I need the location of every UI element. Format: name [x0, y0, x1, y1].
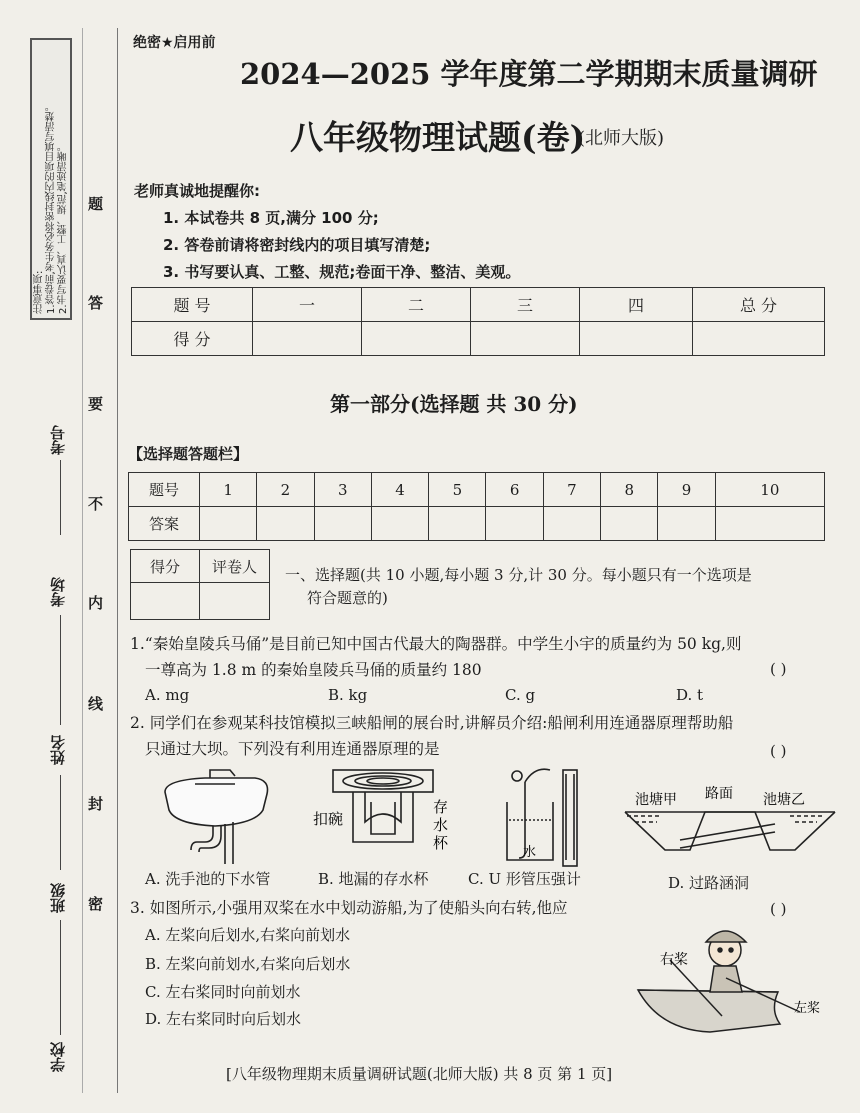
binding-line-outer — [82, 28, 83, 1093]
label-pond-b: 池塘乙 — [763, 792, 805, 808]
grader-value-row — [131, 583, 270, 620]
label-cup: 存 — [433, 798, 449, 816]
manometer-figure — [507, 769, 577, 866]
score-value-row — [132, 322, 825, 356]
secret-mark: 绝密★启用前 — [133, 35, 216, 51]
grader-cell[interactable] — [131, 583, 200, 620]
seal-char: 线 — [88, 695, 104, 713]
answer-number: 9 — [658, 473, 715, 507]
reminder-rule: 2. 答卷前请将密封线内的项目填写清楚; — [163, 236, 431, 254]
score-cell[interactable] — [693, 322, 825, 356]
seal-char: 题 — [88, 195, 104, 213]
field-line[interactable] — [60, 775, 61, 870]
answer-table — [128, 472, 825, 541]
answer-cell[interactable] — [601, 507, 658, 541]
page-footer: [八年级物理期末质量调研试题(北师大版) 共 8 页 第 1 页] — [226, 1065, 613, 1083]
reminder-rule: 3. 书写要认真、工整、规范;卷面干净、整洁、美观。 — [163, 263, 521, 281]
answer-blank[interactable]: ( ) — [770, 660, 787, 678]
grader-table — [130, 549, 270, 620]
score-cell[interactable] — [253, 322, 362, 356]
label-road: 路面 — [705, 786, 733, 802]
grader-header-row — [131, 550, 270, 583]
score-header: 二 — [362, 288, 471, 322]
score-header: 四 — [580, 288, 693, 322]
answer-number: 1 — [200, 473, 257, 507]
answer-number: 2 — [257, 473, 314, 507]
q2-option-d[interactable]: D. 过路涵洞 — [668, 874, 750, 892]
field-exam-room: 考场 — [49, 577, 67, 607]
answer-row-label: 答案 — [129, 507, 200, 541]
drain-figure — [333, 770, 433, 842]
reminder-rule: 1. 本试卷共 8 页,满分 100 分; — [163, 209, 379, 227]
notice-title: 注意事项: — [34, 270, 45, 314]
q3-option-d[interactable]: D. 左右桨同时向后划水 — [145, 1010, 302, 1028]
q1-option-a[interactable]: A. mg — [145, 686, 190, 704]
answer-blank[interactable]: ( ) — [770, 900, 787, 918]
field-class: 班级 — [49, 883, 67, 913]
label-left-oar: 左桨 — [794, 1001, 821, 1016]
q1-option-c[interactable]: C. g — [505, 686, 536, 704]
score-header: 题 号 — [132, 288, 253, 322]
label-water: 水 — [523, 845, 537, 860]
answer-number: 10 — [715, 473, 824, 507]
q3-boat-figure — [630, 920, 830, 1040]
answer-row-label: 题号 — [129, 473, 200, 507]
q2-option-a[interactable]: A. 洗手池的下水管 — [145, 870, 271, 888]
seal-char: 封 — [88, 795, 104, 813]
answer-bar-label: 【选择题答题栏】 — [128, 445, 249, 463]
score-header-row — [132, 288, 825, 322]
answer-cell[interactable] — [371, 507, 428, 541]
score-row-label: 得 分 — [132, 322, 253, 356]
q2-figures — [145, 762, 845, 870]
seal-char: 内 — [88, 594, 104, 612]
binding-line — [117, 28, 118, 1093]
score-header: 三 — [471, 288, 580, 322]
notice-line-2: 2.书写要认真、工整、规范,笔迹清晰。 — [58, 141, 69, 314]
field-line[interactable] — [60, 460, 61, 535]
exam-subtitle: 八年级物理试题(卷) — [290, 118, 586, 157]
answer-blank[interactable]: ( ) — [770, 742, 787, 760]
section-instruction — [285, 564, 825, 610]
score-cell[interactable] — [362, 322, 471, 356]
instruction-line: 符合题意的) — [307, 589, 388, 607]
q2-line-2: 只通过大坝。下列没有利用连通器原理的是 — [145, 740, 440, 758]
answer-number: 7 — [543, 473, 600, 507]
answer-number: 6 — [486, 473, 543, 507]
answer-number: 8 — [601, 473, 658, 507]
answer-number: 5 — [429, 473, 486, 507]
q1-option-b[interactable]: B. kg — [328, 686, 368, 704]
edition-label: (北师大版) — [578, 128, 665, 149]
grader-header: 评卷人 — [200, 550, 270, 583]
notice-box — [30, 38, 72, 320]
seal-char: 要 — [88, 395, 104, 413]
instruction-line: 一、选择题(共 10 小题,每小题 3 分,计 30 分。每小题只有一个选项是 — [285, 566, 752, 584]
q3-option-b[interactable]: B. 左桨向前划水,右桨向后划水 — [145, 955, 351, 973]
answer-cell[interactable] — [257, 507, 314, 541]
answer-cell[interactable] — [314, 507, 371, 541]
field-line[interactable] — [60, 615, 61, 725]
label-right-oar: 右桨 — [660, 952, 688, 968]
field-name: 姓名 — [49, 735, 67, 765]
answer-cell[interactable] — [200, 507, 257, 541]
field-school: 学校 — [49, 1042, 67, 1072]
answer-fill-row — [129, 507, 825, 541]
boat-illustration — [638, 931, 800, 1032]
seal-char: 不 — [88, 495, 104, 513]
score-table — [131, 287, 825, 356]
q2-option-c[interactable]: C. U 形管压强计 — [468, 870, 581, 888]
field-line[interactable] — [60, 920, 61, 1035]
score-header: 总 分 — [693, 288, 825, 322]
answer-cell[interactable] — [429, 507, 486, 541]
answer-cell[interactable] — [658, 507, 715, 541]
score-cell[interactable] — [580, 322, 693, 356]
basin-figure — [165, 770, 268, 864]
reminder-heading: 老师真诚地提醒你: — [134, 182, 260, 200]
q1-line-2: 一尊高为 1.8 m 的秦始皇陵兵马俑的质量约 180 — [145, 661, 482, 679]
score-cell[interactable] — [471, 322, 580, 356]
answer-number: 3 — [314, 473, 371, 507]
answer-cell[interactable] — [715, 507, 824, 541]
q3-stem: 3. 如图所示,小强用双桨在水中划动游船,为了使船头向右转,他应 — [130, 899, 568, 917]
answer-cell[interactable] — [486, 507, 543, 541]
label-cup: 杯 — [433, 834, 449, 852]
label-cup: 水 — [433, 816, 449, 834]
seal-char: 答 — [88, 294, 104, 312]
field-exam-number: 考号 — [49, 425, 67, 455]
q1-line-1: 1.“秦始皇陵兵马俑”是目前已知中国古代最大的陶器群。中学生小宇的质量约为 50 kg,则 — [130, 635, 742, 653]
q3-option-c[interactable]: C. 左右桨同时向前划水 — [145, 983, 301, 1001]
q2-line-1: 2. 同学们在参观某科技馆模拟三峡船闸的展台时,讲解员介绍:船闸利用连通器原理帮助船 — [130, 714, 734, 732]
notice-line-1: 1.答卷前,考生务必将密封线内的项目填写清楚。 — [46, 101, 57, 314]
answer-number-row — [129, 473, 825, 507]
notice-text — [34, 44, 70, 314]
answer-number: 4 — [371, 473, 428, 507]
culvert-figure — [625, 812, 835, 850]
q2-option-b[interactable]: B. 地漏的存水杯 — [318, 870, 429, 888]
grader-cell[interactable] — [200, 583, 270, 620]
label-bowl: 扣碗 — [313, 810, 344, 828]
grader-header: 得分 — [131, 550, 200, 583]
q1-option-d[interactable]: D. t — [676, 686, 704, 704]
exam-title: 2024—2025 学年度第二学期期末质量调研 — [240, 57, 818, 91]
score-header: 一 — [253, 288, 362, 322]
q3-option-a[interactable]: A. 左桨向后划水,右桨向前划水 — [145, 926, 351, 944]
label-pond-a: 池塘甲 — [635, 792, 677, 808]
section-title: 第一部分(选择题 共 30 分) — [330, 392, 578, 416]
seal-char: 密 — [88, 895, 104, 913]
answer-cell[interactable] — [543, 507, 600, 541]
